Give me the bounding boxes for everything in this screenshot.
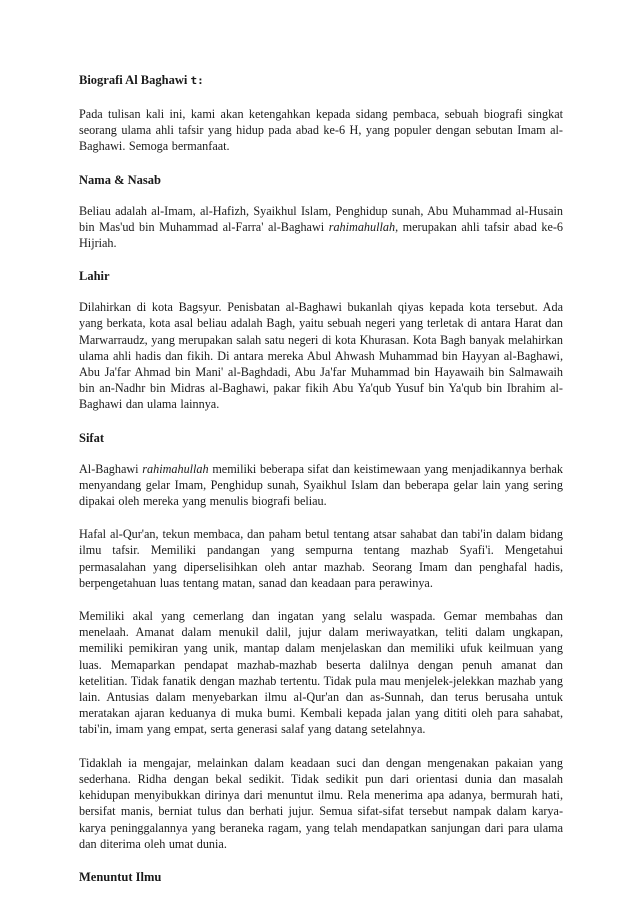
nama-text-1: Beliau adalah al-Imam, al-Hafizh, Syaikhul Islam, Penghidup sunah, Abu Muhammad al-Husain bin Mas'ud bin Muhammad al-Farra' al-Baghawi: [79, 203, 563, 234]
sifat-paragraph-2: Hafal al-Qur'an, tekun membaca, dan paham betul tentang atsar sahabat dan tabi'in dalam bidang ilmu tafsir. Memiliki pandangan yang sempurna tentang mazhab Syafi'i. Mengetahui permasalahan yang diperselisihkan oleh antar mazhab. Seorang Imam dan penghafal hadis, berpengetahuan luas tentang matan, sanad dan keadaan para perawinya.: [79, 527, 563, 590]
sifat-paragraph-4: Tidaklah ia mengajar, melainkan dalam keadaan suci dan dengan mengenakan pakaian yang sederhana. Ridha dengan bekal sedikit. Tidak sedikit pun dari orientasi dunia dan masalah kehidupan menyibukkan dirinya dari menuntut ilmu. Rela menerima apa adanya, bermurah hati, bersifat manis, berniat tulus dan berhati jujur. Semua sifat-sifat tersebut nampak dalam karya-karya peninggalannya yang beraneka ragam, yang telah mendapatkan sanjungan dari para ulama dan diterima oleh umat dunia.: [79, 755, 563, 851]
section-heading-nama: Nama & Nasab: [79, 172, 161, 187]
nama-text-2: , merupakan ahli tafsir abad ke-6 Hijriah.: [79, 219, 564, 251]
document-title-suffix: t:: [190, 74, 204, 87]
intro-paragraph: Pada tulisan kali ini, kami akan ketengahkan kepada sidang pembaca, sebuah biografi singkat seorang ulama ahli tafsir yang hidup pada abad ke-6 H, yang populer dengan sebutan Imam al-Baghawi. Semoga bermanfaat.: [79, 107, 563, 154]
section-heading-lahir: Lahir: [79, 269, 110, 284]
sifat-text-1: Al-Baghawi: [79, 461, 143, 476]
sifat-italic: rahimahullah: [142, 461, 209, 476]
nama-paragraph: [79, 203, 563, 252]
document-page: [79, 72, 563, 900]
lahir-paragraph: Dilahirkan di kota Bagsyur. Penisbatan al-Baghawi bukanlah qiyas kepada kota tersebut. Ada yang berkata, kota asal beliau adalah Bagh, yaitu sebuah negeri yang terletak di antara Harat dan Marwarraudz, yang merupakan salah satu negeri di kota Khurasan. Kota Bagh banyak melahirkan ulama ahli hadis dan fikih. Di antara mereka Abul Ahwash Muhammad bin Hayyan al-Baghawi, Abu Ja'far Ahmad bin Mani' al-Baghdadi, Abu Ja'far Muhammad bin Hayawaih bin Salmawaih bin an-Nadhr bin Midras al-Baghawi, pakar fikih Abu Ya'qub Yusuf bin Ya'qub bin Ibrahim al-Baghawi dan ulama lainnya.: [79, 300, 563, 412]
sifat-text-2: memiliki beberapa sifat dan keistimewaan yang menjadikannya berhak menyandang gelar Imam, Penghidup sunah, Syaikhul Islam dan beberapa gelar lain yang sering dipakai oleh mereka yang menulis biografi beliau.: [79, 461, 563, 509]
document-title: [79, 72, 563, 89]
sifat-paragraph-3: Memiliki akal yang cemerlang dan ingatan yang selalu waspada. Gemar membahas dan menelaah. Amanat dalam menukil dalil, jujur dalam meriwayatkan, teliti dalam ungkapan, memiliki pemikiran yang unik, mantap dalam menjelaskan dan memiliki ufuk keilmuan yang luas. Memaparkan pendapat mazhab-mazhab beserta dalilnya dengan penuh amanat dan ketelitian. Tidak fanatik dengan mazhab tertentu. Tidak pula mau menjelek-jelekkan mazhab yang lain. Antusias dalam menyebarkan ilmu al-Qur'an dan as-Sunnah, dan terus berusaha untuk meratakan ajaran keduanya di muka bumi. Kembali kepada jalan yang dititi oleh para sahabat, tabi'in, imam yang empat, serta generasi salaf yang datang setelahnya.: [79, 609, 563, 737]
nama-italic: rahimahullah: [328, 219, 396, 234]
document-title-text: Biografi Al Baghawi: [79, 73, 188, 87]
section-heading-sifat: Sifat: [79, 430, 104, 445]
section-heading-menuntut-ilmu: Menuntut Ilmu: [79, 869, 162, 884]
sifat-paragraph-1: [79, 461, 563, 510]
